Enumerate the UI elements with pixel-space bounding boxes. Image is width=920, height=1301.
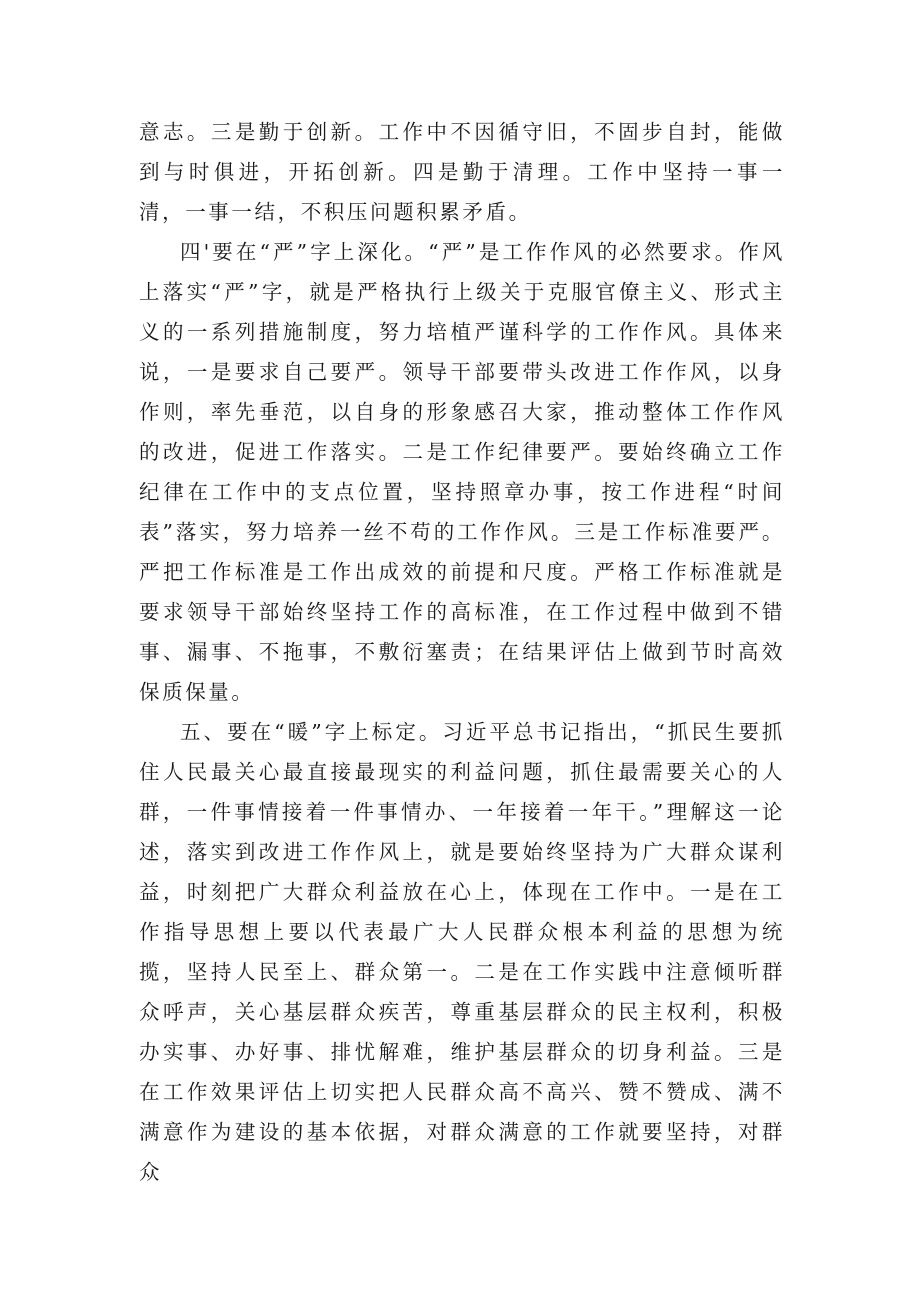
paragraph-section-five: 五、要在“暖”字上标定。习近平总书记指出，“抓民生要抓住人民最关心最直接最现实的利益问题，抓住最需要关心的人群，一件事情接着一件事情办、一年接着一年干。”理解这一论述，落实到改进工作作风上，就是要始终坚持为广大群众谋利益，时刻把广大群众利益放在心上，体现在工作中。一是在工作指导思想上要以代表最广大人民群众根本利益的思想为统揽，坚持人民至上、群众第一。二是在工作实践中注意倾听群众呼声，关心基层群众疾苦，尊重基层群众的民主权利，积极办实事、办好事、排忧解难，维护基层群众的切身利益。三是在工作效果评估上切实把人民群众高不高兴、赞不赞成、满不满意作为建设的基本依据，对群众满意的工作就要坚持，对群众 <box>139 720 785 1184</box>
document-body <box>139 112 785 1192</box>
paragraph-continued: 意志。三是勤于创新。工作中不因循守旧，不固步自封，能做到与时俱进，开拓创新。四是勤于清理。工作中坚持一事一清，一事一结，不积压问题积累矛盾。 <box>139 120 785 224</box>
paragraph-section-four: 四'要在“严”字上深化。“严”是工作作风的必然要求。作风上落实“严”字，就是严格执行上级关于克服官僚主义、形式主义的一系列措施制度，努力培植严谨科学的工作作风。具体来说，一是要求自己要严。领导干部要带头改进工作作风，以身作则，率先垂范，以自身的形象感召大家，推动整体工作作风的改进，促进工作落实。二是工作纪律要严。要始终确立工作纪律在工作中的支点位置，坚持照章办事，按工作进程“时间表”落实，努力培养一丝不苟的工作作风。三是工作标准要严。严把工作标准是工作出成效的前提和尺度。严格工作标准就是要求领导干部始终坚持工作的高标准，在工作过程中做到不错事、漏事、不拖事，不敷衍塞责；在结果评估上做到节时高效保质保量。 <box>139 240 785 704</box>
